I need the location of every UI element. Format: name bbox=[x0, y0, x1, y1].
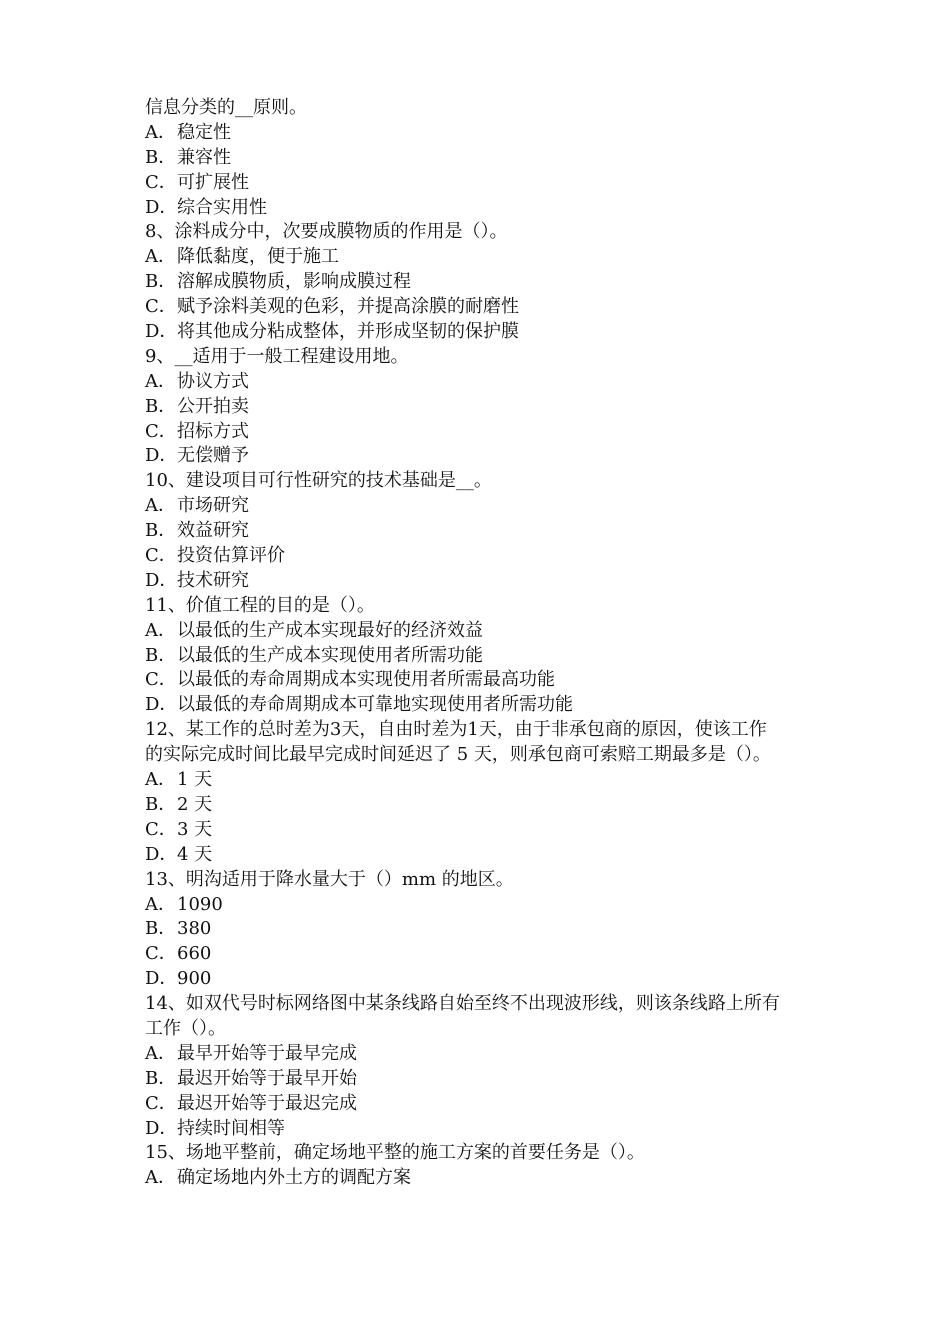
option-letter: C． bbox=[145, 818, 177, 840]
option-text: 最早开始等于最早完成 bbox=[177, 1042, 357, 1064]
option-text: 投资估算评价 bbox=[177, 545, 285, 567]
option-text: 兼容性 bbox=[177, 146, 231, 168]
question-text: 8、涂料成分中，次要成膜物质的作用是（）。 bbox=[145, 221, 508, 243]
option-text: 以最低的生产成本实现最好的经济效益 bbox=[177, 619, 483, 641]
option-letter: C． bbox=[145, 420, 177, 442]
question-text: 10、建设项目可行性研究的技术基础是__。 bbox=[145, 470, 492, 492]
answer-option bbox=[145, 519, 825, 544]
question-text: 15、场地平整前，确定场地平整的施工方案的首要任务是（）。 bbox=[145, 1142, 645, 1164]
option-letter: A． bbox=[145, 1042, 176, 1064]
option-letter: C． bbox=[145, 1092, 177, 1114]
answer-option bbox=[145, 320, 825, 345]
option-text: 技术研究 bbox=[177, 569, 249, 591]
answer-option bbox=[145, 370, 825, 395]
option-text: 赋予涂料美观的色彩，并提高涂膜的耐磨性 bbox=[177, 296, 519, 318]
option-text: 4 天 bbox=[177, 843, 213, 865]
question-text: 工作（）。 bbox=[145, 1017, 226, 1039]
option-letter: C． bbox=[145, 171, 177, 193]
answer-option bbox=[145, 619, 825, 644]
option-text: 持续时间相等 bbox=[177, 1117, 285, 1139]
option-text: 市场研究 bbox=[177, 495, 249, 517]
answer-option bbox=[145, 544, 825, 569]
option-letter: D． bbox=[145, 569, 178, 591]
option-text: 最迟开始等于最早开始 bbox=[177, 1067, 357, 1089]
option-text: 以最低的生产成本实现使用者所需功能 bbox=[177, 644, 483, 666]
option-letter: A． bbox=[145, 370, 176, 392]
answer-option bbox=[145, 644, 825, 669]
answer-option bbox=[145, 917, 825, 942]
answer-option bbox=[145, 121, 825, 146]
question-text: 的实际完成时间比最早完成时间延迟了 5 天，则承包商可索赔工期最多是（）。 bbox=[145, 744, 771, 766]
option-letter: A． bbox=[145, 246, 176, 268]
option-text: 660 bbox=[177, 943, 212, 965]
option-text: 公开拍卖 bbox=[177, 395, 249, 417]
option-letter: B． bbox=[145, 793, 177, 815]
answer-option bbox=[145, 1042, 825, 1067]
option-text: 900 bbox=[177, 968, 212, 990]
option-letter: B． bbox=[145, 395, 177, 417]
option-text: 综合实用性 bbox=[177, 196, 267, 218]
option-letter: C． bbox=[145, 296, 177, 318]
answer-option bbox=[145, 395, 825, 420]
option-letter: B． bbox=[145, 271, 177, 293]
answer-option bbox=[145, 1166, 825, 1191]
answer-option bbox=[145, 942, 825, 967]
option-text: 溶解成膜物质，影响成膜过程 bbox=[177, 271, 411, 293]
question-text: 9、__适用于一般工程建设用地。 bbox=[145, 345, 409, 367]
option-letter: A． bbox=[145, 121, 176, 143]
option-letter: B． bbox=[145, 520, 177, 542]
option-letter: A． bbox=[145, 619, 176, 641]
option-letter: C． bbox=[145, 669, 177, 691]
answer-option bbox=[145, 693, 825, 718]
option-text: 1 天 bbox=[177, 769, 213, 791]
option-letter: D． bbox=[145, 968, 178, 990]
option-text: 最迟开始等于最迟完成 bbox=[177, 1092, 357, 1114]
answer-option bbox=[145, 1117, 825, 1142]
answer-option bbox=[145, 146, 825, 171]
option-letter: B． bbox=[145, 146, 177, 168]
answer-option bbox=[145, 245, 825, 270]
option-text: 1090 bbox=[177, 893, 223, 915]
question-text: 14、如双代号时标网络图中某条线路自始至终不出现波形线，则该条线路上所有 bbox=[145, 993, 780, 1015]
answer-option bbox=[145, 196, 825, 221]
answer-option bbox=[145, 295, 825, 320]
option-letter: A． bbox=[145, 769, 176, 791]
option-text: 协议方式 bbox=[177, 370, 249, 392]
option-letter: D． bbox=[145, 445, 178, 467]
answer-option bbox=[145, 494, 825, 519]
answer-option bbox=[145, 444, 825, 469]
option-text: 2 天 bbox=[177, 793, 213, 815]
option-letter: D． bbox=[145, 321, 178, 343]
option-text: 效益研究 bbox=[177, 520, 249, 542]
option-letter: B． bbox=[145, 918, 177, 940]
option-text: 3 天 bbox=[177, 818, 213, 840]
option-letter: C． bbox=[145, 943, 177, 965]
answer-option bbox=[145, 843, 825, 868]
answer-option bbox=[145, 768, 825, 793]
answer-option bbox=[145, 1067, 825, 1092]
answer-option bbox=[145, 420, 825, 445]
option-text: 以最低的寿命周期成本可靠地实现使用者所需功能 bbox=[177, 694, 573, 716]
question-text: 11、价值工程的目的是（）。 bbox=[145, 594, 375, 616]
option-letter: B． bbox=[145, 644, 177, 666]
answer-option bbox=[145, 171, 825, 196]
option-letter: D． bbox=[145, 1117, 178, 1139]
question-text: 信息分类的__原则。 bbox=[145, 97, 307, 118]
option-letter: B． bbox=[145, 1067, 177, 1089]
option-text: 无偿赠予 bbox=[177, 445, 249, 467]
option-text: 降低黏度，便于施工 bbox=[177, 246, 339, 268]
answer-option bbox=[145, 818, 825, 843]
answer-option bbox=[145, 967, 825, 992]
option-letter: C． bbox=[145, 545, 177, 567]
option-letter: A． bbox=[145, 1167, 176, 1189]
option-letter: D． bbox=[145, 196, 178, 218]
option-text: 以最低的寿命周期成本实现使用者所需最高功能 bbox=[177, 669, 555, 691]
option-text: 可扩展性 bbox=[177, 171, 249, 193]
option-text: 确定场地内外土方的调配方案 bbox=[177, 1167, 411, 1189]
answer-option bbox=[145, 668, 825, 693]
option-letter: D． bbox=[145, 843, 178, 865]
answer-option bbox=[145, 793, 825, 818]
question-text: 13、明沟适用于降水量大于（）mm 的地区。 bbox=[145, 868, 514, 890]
option-letter: A． bbox=[145, 893, 176, 915]
document-body bbox=[145, 96, 825, 1191]
option-text: 稳定性 bbox=[177, 121, 231, 143]
option-letter: A． bbox=[145, 495, 176, 517]
answer-option bbox=[145, 569, 825, 594]
answer-option bbox=[145, 270, 825, 295]
option-letter: D． bbox=[145, 694, 178, 716]
answer-option bbox=[145, 1092, 825, 1117]
answer-option bbox=[145, 893, 825, 918]
question-text: 12、某工作的总时差为3天，自由时差为1天，由于非承包商的原因，使该工作 bbox=[145, 719, 767, 741]
option-text: 将其他成分粘成整体，并形成坚韧的保护膜 bbox=[177, 321, 519, 343]
option-text: 招标方式 bbox=[177, 420, 249, 442]
option-text: 380 bbox=[177, 918, 212, 940]
